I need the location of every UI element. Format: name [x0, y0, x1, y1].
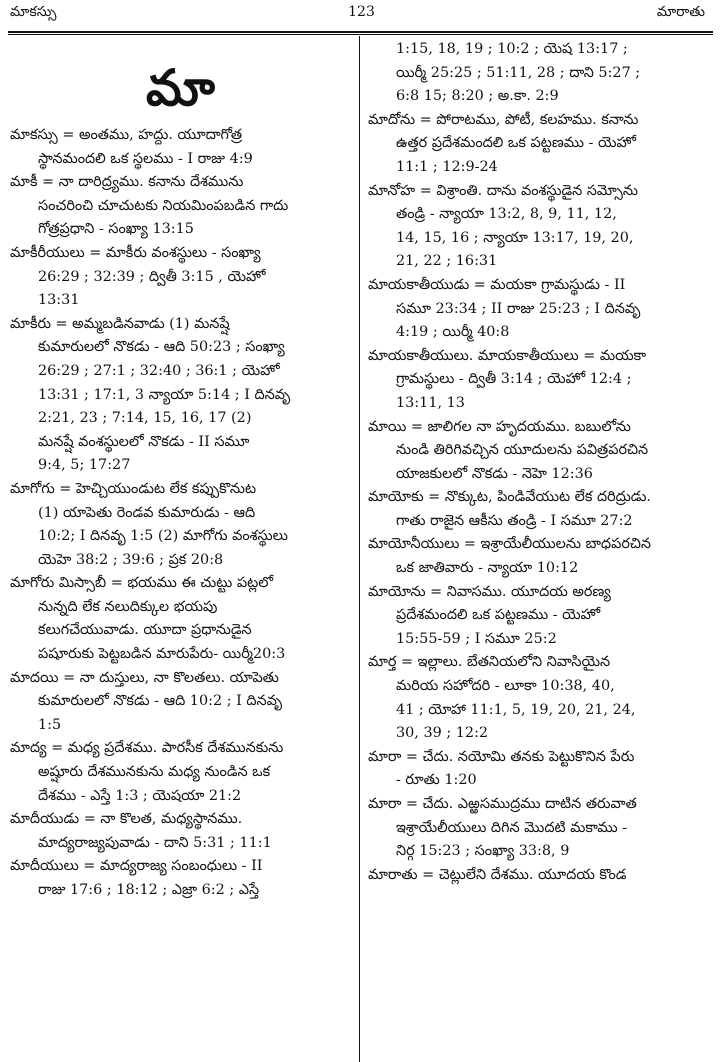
entry-text-line: గాతు రాజైన ఆకీసు తండ్రి - I సమూ 27:2 — [396, 512, 633, 529]
entry-headword-line: మాయోను = నివాసము. యూదయ అరణ్య — [368, 583, 611, 600]
dictionary-entry — [10, 808, 353, 855]
entry-headword-line: మాదీయులు = మాద్యరాజ్య సంబంధులు - II — [10, 858, 263, 875]
entry-text-line: మాద్యరాజ్యపువాడు - దాని 5:31 ; 11:1 — [38, 834, 272, 851]
entry-text-line: సమూ 23:34 ; II రాజు 25:23 ; I దినవృ — [396, 300, 641, 317]
entry-text-line: ప్రదేశమందలి ఒక పట్టణము - యెహో — [396, 607, 601, 624]
entry-text-line: గోత్రప్రధాని - సంఖ్యా 13:15 — [38, 221, 194, 238]
page-number: 123 — [348, 4, 375, 20]
entry-headword-line: మాకీరు = అమ్మబడినవాడు (1) మనష్షే — [10, 315, 230, 332]
entry-text-line: యెహె 38:2 ; 39:6 ; ప్రక 20:8 — [38, 551, 224, 568]
entry-text-line: కుమారులలో నొకడు - ఆది 10:2 ; I దినవృ — [38, 693, 282, 710]
dictionary-entry — [10, 855, 353, 902]
dictionary-entry — [368, 416, 711, 487]
entry-text-line: దేశము - ఎస్తే 1:3 ; యెషయా 21:2 — [38, 787, 242, 804]
entry-text-line: కలుగచేయువాడు. యూదా ప్రధానుడైన — [38, 622, 252, 639]
left-column — [10, 38, 353, 903]
dictionary-entry — [368, 864, 711, 888]
entry-text-line: నిర్గ 15:23 ; సంఖ్యా 33:8, 9 — [396, 843, 570, 860]
entry-text-line: 1:5 — [38, 716, 62, 733]
entry-text-line: మనష్షే వంశస్థులలో నొకడు - II సమూ — [38, 433, 250, 450]
entry-text-line: సంచరించి చూచుటకు నియమింపబడిన గాదు — [38, 197, 289, 214]
right-column — [368, 38, 711, 887]
entry-text-line: 1:15, 18, 19 ; 10:2 ; యెష 13:17 ; — [396, 41, 628, 57]
entry-text-line: ఒక జాతివారు - న్యాయా 10:12 — [396, 560, 579, 577]
entry-text-line: రాజు 17:6 ; 18:12 ; ఎజ్రా 6:2 ; ఎస్తే — [38, 882, 260, 898]
entry-text-line: 21, 22 ; 16:31 — [396, 253, 498, 270]
entry-text-line: 10:2; I దినవృ 1:5 (2) మాగోగు వంశస్థులు — [38, 528, 288, 545]
entry-text-line: నుండి తిరిగివచ్చిన యూదులను పవిత్రపరచిన — [396, 442, 649, 459]
entry-headword-line: మాయోనీయులు = ఇశ్రాయేలీయులను బాధపరచిన — [368, 536, 651, 553]
header-left-guide-word: మాకస్సు — [10, 4, 57, 20]
entry-headword-line: మాకీ = నా దారిద్ర్యము. కనాను దేశమును — [10, 174, 244, 191]
entry-headword-line: మార్త = ఇల్లాలు. బేతనియలోని నివాసియైన — [368, 654, 611, 671]
entry-text-line: 13:11, 13 — [396, 394, 465, 411]
entry-text-line: యిర్మీ 25:25 ; 51:11, 28 ; దాని 5:27 ; — [396, 64, 641, 81]
entry-text-line: స్థానమందలి ఒక స్థలము - I రాజు 4:9 — [38, 150, 253, 167]
dictionary-entry — [10, 124, 353, 171]
entry-text-line: 26:29 ; 32:39 ; ద్వితీ 3:15 , యెహో — [38, 268, 266, 285]
entry-text-line: 15:55-59 ; I సమూ 25:2 — [396, 630, 557, 647]
dictionary-entry — [368, 38, 711, 109]
entry-headword-line: మాదయి = నా దుస్తులు, నా కొలతలు. యాపెతు — [10, 669, 279, 686]
dictionary-entry — [368, 109, 711, 180]
dictionary-entry — [368, 180, 711, 274]
dictionary-entry — [10, 478, 353, 572]
header-rule-thin — [8, 34, 713, 35]
entry-text-line: 2:21, 23 ; 7:14, 15, 16, 17 (2) — [38, 410, 252, 427]
entry-text-line: అష్షూరు దేశమునకును మధ్య నుండిన ఒక — [38, 764, 271, 781]
entry-text-line: 14, 15, 16 ; న్యాయా 13:17, 19, 20, — [396, 229, 634, 246]
dictionary-entry — [368, 581, 711, 652]
entry-text-line: 11:1 ; 12:9-24 — [396, 158, 498, 175]
entry-text-line: మరియ సహోదరి - లూకా 10:38, 40, — [396, 678, 615, 695]
entry-headword-line: మాయోకు = నొక్కుట, పిండివేయుట లేక దరిద్రుడు. — [368, 489, 652, 506]
entry-text-line: కుమారులలో నొకడు - ఆది 50:23 ; సంఖ్యా — [38, 339, 285, 356]
entry-headword-line: మాగోగు = హెచ్చియుండుట లేక కప్పుకొనుట — [10, 480, 257, 497]
entry-headword-line: మారాతు = చెట్లులేని దేశము. యూదయ కొండ — [368, 866, 627, 883]
entry-text-line: 41 ; యోహా 11:1, 5, 19, 20, 21, 24, — [396, 701, 636, 718]
entry-text-line: 26:29 ; 27:1 ; 32:40 ; 36:1 ; యెహో — [38, 362, 280, 379]
entry-headword-line: మాదోను = పోరాటము, పోటీ, కలహము. కనాను — [368, 111, 639, 128]
dictionary-entry — [368, 746, 711, 793]
entry-headword-line: మాద్య = మధ్య ప్రదేశము. పారసీక దేశమునకును — [10, 740, 284, 757]
entry-text-line: యాజకులలో నొకడు - నెహె 12:36 — [396, 465, 593, 482]
entry-headword-line: మానోహ = విశ్రాంతి. దాను వంశస్థుడైన సమ్సోను — [368, 182, 638, 199]
dictionary-entry — [368, 793, 711, 864]
entry-text-line: 13:31 ; 17:1, 3 న్యాయా 5:14 ; I దినవృ — [38, 386, 291, 403]
entry-text-line: పషూరుకు పెట్టబడిన మారుపేరు- యిర్మీ20:3 — [38, 646, 286, 663]
entry-text-line: ఉత్తర ప్రదేశమందలి ఒక పట్టణము - యెహో — [396, 135, 636, 152]
entry-headword-line: మాకీరీయులు = మాకీరు వంశస్థులు - సంఖ్యా — [10, 244, 261, 261]
entry-headword-line: మాదీయుడు = నా కొలత, మధ్యస్థానము. — [10, 811, 243, 828]
entry-headword-line: మాకస్సు = అంతము, హద్దు. యూదాగోత్ర — [10, 127, 243, 143]
entry-text-line: 13:31 — [38, 292, 80, 309]
entry-headword-line: మారా = చేదు. నయోమి తనకు పెట్టుకొనిన పేరు — [368, 748, 635, 765]
dictionary-entry — [10, 737, 353, 808]
dictionary-entry — [368, 486, 711, 533]
entry-text-line: 30, 39 ; 12:2 — [396, 725, 489, 742]
entry-headword-line: మాగోరు మిస్సాబీ = భయము ఈ చుట్టు పట్లలో — [10, 575, 274, 592]
dictionary-entry — [368, 345, 711, 416]
dictionary-entry — [10, 572, 353, 666]
dictionary-entry — [10, 313, 353, 478]
column-divider — [359, 36, 360, 1062]
entry-text-line: గ్రామస్థులు - ద్వితీ 3:14 ; యెహో 12:4 ; — [396, 371, 632, 388]
header-rule-thick — [8, 31, 713, 33]
dictionary-entry — [368, 651, 711, 745]
header-right-guide-word: మారాతు — [656, 4, 705, 20]
dictionary-entry — [10, 171, 353, 242]
entry-headword-line: మాయకాతీయులు. మాయకాతీయులు = మయకా — [368, 347, 647, 364]
entry-text-line: - రూతు 1:20 — [396, 772, 477, 789]
entry-headword-line: మాయి = జాలిగల నా హృదయము. బబులోను — [368, 418, 631, 435]
dictionary-entry — [368, 274, 711, 345]
entry-headword-line: మారా = చేదు. ఎఱ్ఱసముద్రము దాటిన తరువాత — [368, 796, 637, 812]
entry-text-line: 6:8 15; 8:20 ; అ.కా. 2:9 — [396, 88, 559, 105]
dictionary-entry — [10, 242, 353, 313]
entry-text-line: తండ్రి - న్యాయా 13:2, 8, 9, 11, 12, — [396, 206, 617, 223]
section-letter-heading: మా — [146, 58, 217, 117]
entry-headword-line: మాయకాతీయుడు = మయకా గ్రామస్థుడు - II — [368, 276, 626, 293]
dictionary-entry — [10, 667, 353, 738]
entry-text-line: ఇశ్రాయేలీయులు దిగిన మొదటి మకాము - — [396, 819, 628, 836]
dictionary-entry — [368, 533, 711, 580]
entry-text-line: (1) యాపెతు రెండవ కుమారుడు - ఆది — [38, 504, 256, 521]
entry-text-line: 9:4, 5; 17:27 — [38, 457, 131, 474]
entry-text-line: 4:19 ; యిర్మీ 40:8 — [396, 324, 510, 341]
entry-text-line: నున్నది లేక నలుదిక్కుల భయపు — [38, 598, 218, 615]
